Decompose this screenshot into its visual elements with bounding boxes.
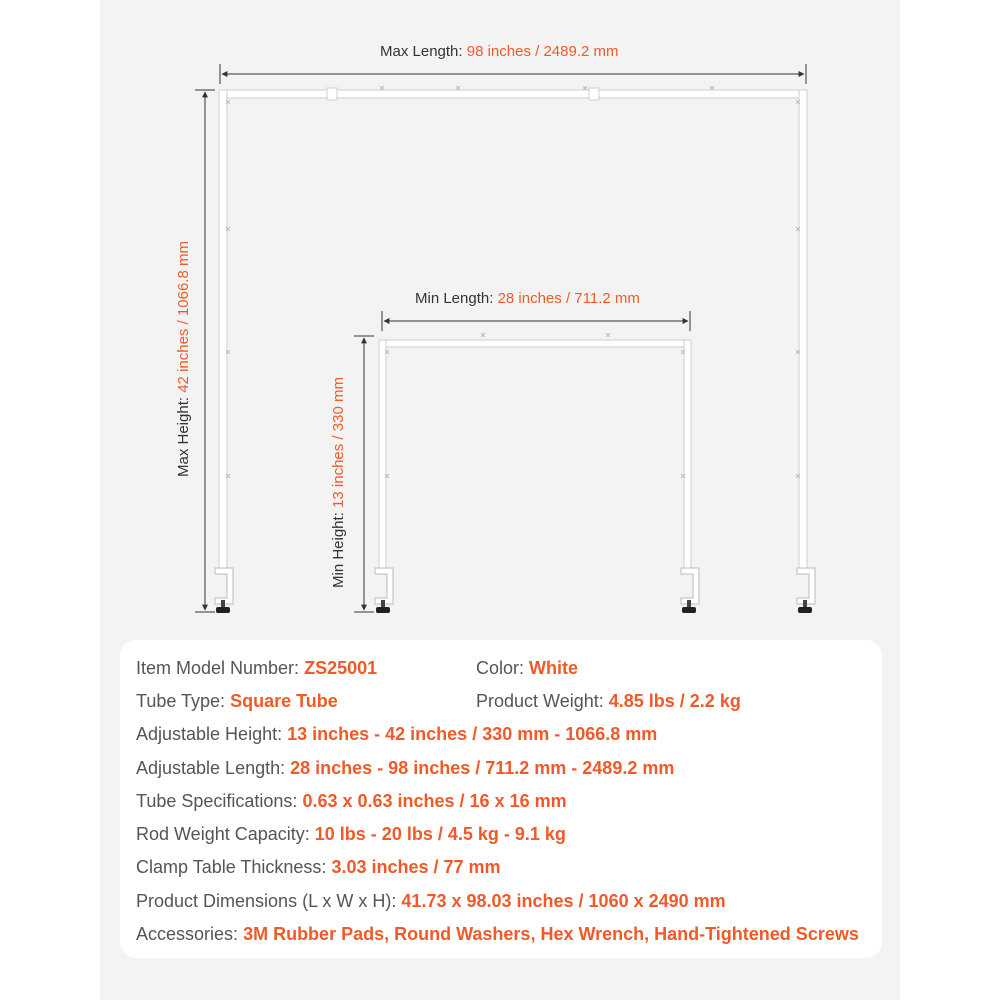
max-height-label [175,241,192,477]
spec-tube-specifications [136,791,567,812]
spec-accessories [136,924,859,945]
clamp-left-large [215,568,233,613]
min-height-label [330,377,347,588]
small-frame [379,340,691,568]
spec-color [476,658,578,679]
spec-model-value: ZS25001 [304,658,378,678]
spec-weight [476,691,741,712]
min-height-value: 13 inches / 330 mm [330,377,347,508]
min-length-label [415,290,640,307]
spec-product-dimensions [136,891,726,912]
spec-adjustable-height-value: 13 inches - 42 inches / 330 mm - 1066.8 mm [287,724,658,744]
large-frame [219,88,807,568]
max-length-caption: Max Length: [380,43,463,60]
spec-rod-capacity-value: 10 lbs - 20 lbs / 4.5 kg - 9.1 kg [314,824,566,844]
spec-color-value: White [529,658,579,678]
spec-color-label: Color: [476,658,525,678]
spec-clamp-thickness [136,857,501,878]
spec-tube-type [136,691,338,712]
spec-adjustable-height [136,724,657,745]
clamp-right-large [797,568,815,613]
small-frame-screws [385,333,685,478]
max-length-dimension-line [220,64,806,84]
spec-adjustable-height-label: Adjustable Height: [136,724,283,744]
spec-adjustable-length [136,758,674,779]
min-height-dimension-line [354,336,374,612]
spec-tube-specifications-value: 0.63 x 0.63 inches / 16 x 16 mm [302,791,567,811]
spec-weight-label: Product Weight: [476,691,604,711]
max-height-value: 42 inches / 1066.8 mm [175,241,192,393]
large-frame-screws [226,86,800,478]
min-height-caption: Min Height: [330,512,347,588]
min-length-value: 28 inches / 711.2 mm [497,290,640,307]
min-length-caption: Min Length: [415,290,494,307]
max-height-caption: Max Height: [175,396,192,477]
clamp-right-small [681,568,699,613]
spec-model [136,658,377,679]
spec-model-label: Item Model Number: [136,658,300,678]
min-length-dimension-line [382,311,690,331]
spec-clamp-thickness-label: Clamp Table Thickness: [136,857,327,877]
spec-adjustable-length-label: Adjustable Length: [136,758,286,778]
spec-product-dimensions-value: 41.73 x 98.03 inches / 1060 x 2490 mm [401,891,726,911]
max-height-dimension-line [195,90,215,612]
spec-rod-capacity [136,824,566,845]
spec-rod-capacity-label: Rod Weight Capacity: [136,824,310,844]
spec-product-dimensions-label: Product Dimensions (L x W x H): [136,891,397,911]
clamp-left-small [375,568,393,613]
spec-tube-type-label: Tube Type: [136,691,226,711]
spec-tube-type-value: Square Tube [230,691,338,711]
spec-weight-value: 4.85 lbs / 2.2 kg [608,691,741,711]
spec-tube-specifications-label: Tube Specifications: [136,791,298,811]
spec-adjustable-length-value: 28 inches - 98 inches / 711.2 mm - 2489.2 mm [290,758,675,778]
max-length-value: 98 inches / 2489.2 mm [466,43,619,60]
spec-accessories-label: Accessories: [136,924,239,944]
spec-clamp-thickness-value: 3.03 inches / 77 mm [331,857,501,877]
spec-accessories-value: 3M Rubber Pads, Round Washers, Hex Wrench, Hand-Tightened Screws [243,924,859,944]
max-length-label [380,43,619,60]
